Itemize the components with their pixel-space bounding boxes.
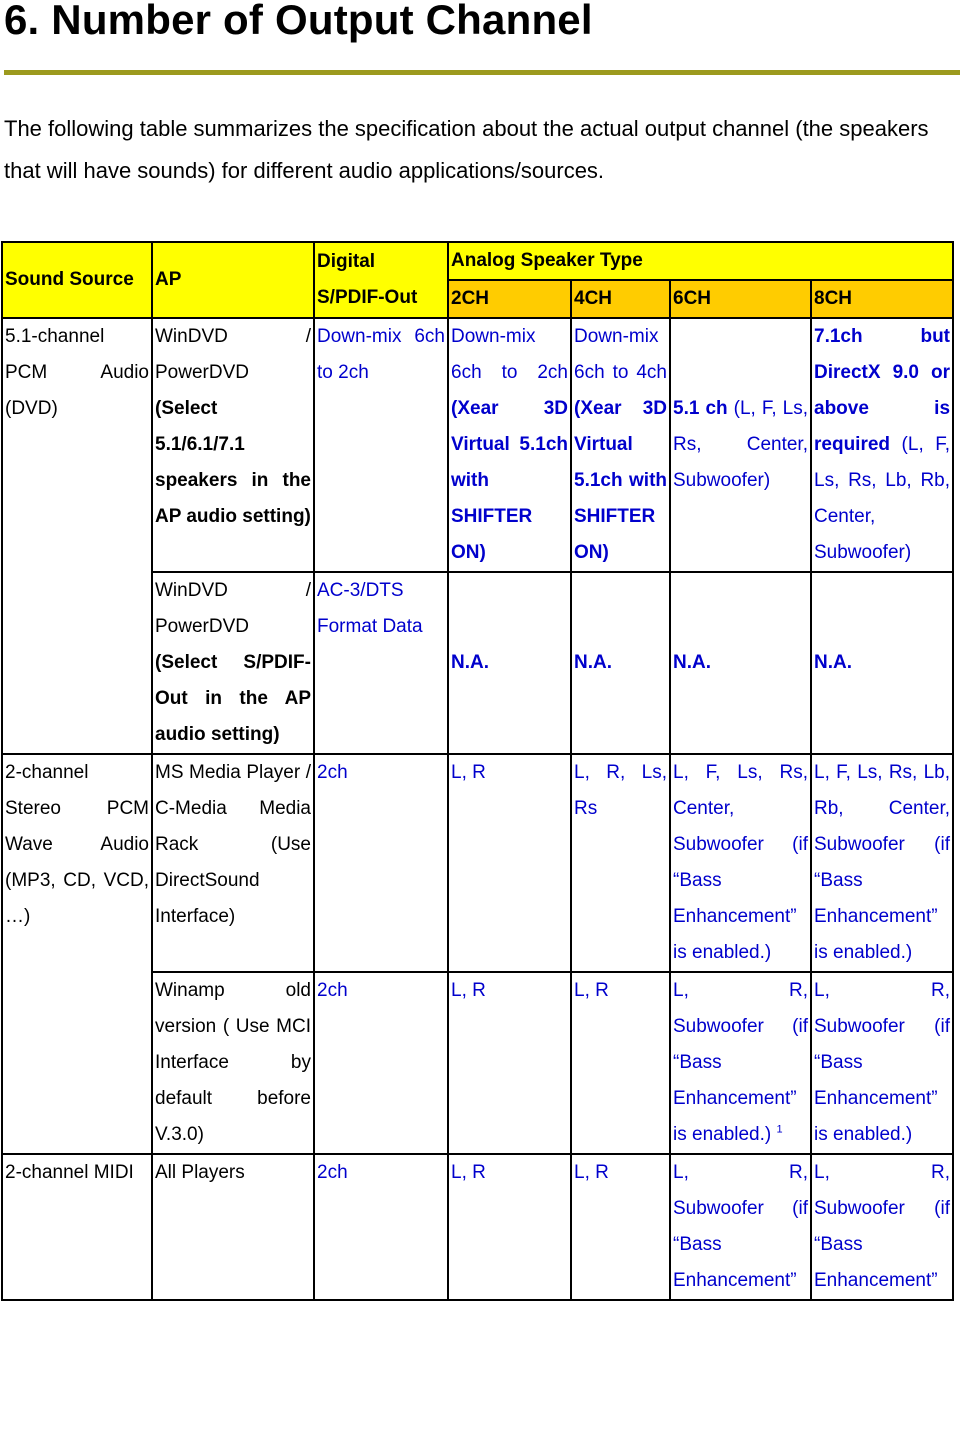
cell-4ch: L, R bbox=[571, 1154, 670, 1300]
cell-2ch bbox=[448, 318, 571, 572]
header-6ch: 6CH bbox=[670, 280, 811, 318]
cell-2ch: L, R bbox=[448, 1154, 571, 1300]
title-divider bbox=[4, 70, 960, 75]
cell-6ch: N.A. bbox=[670, 572, 811, 754]
cell-8ch-bold: 7.1ch but DirectX 9.0 or above is required bbox=[814, 326, 951, 455]
cell-6ch bbox=[670, 318, 811, 572]
intro-paragraph: The following table summarizes the specification about the actual output channel (the speakers that will have sounds) for different audio applications/sources. bbox=[4, 116, 929, 183]
cell-ap: Winamp old version ( Use MCI Interface by default before V.3.0) bbox=[152, 972, 314, 1154]
header-2ch: 2CH bbox=[448, 280, 571, 318]
ap-note: (Select S/PDIF-Out in the AP audio setting) bbox=[155, 652, 311, 745]
cell-8ch: L, R, Subwoofer (if “Bass Enhancement” bbox=[811, 1154, 953, 1300]
cell-4ch-main: Down-mix 6ch to 4ch bbox=[574, 326, 667, 383]
cell-2ch: L, R bbox=[448, 754, 571, 972]
cell-2ch: L, R bbox=[448, 972, 571, 1154]
cell-6ch: L, R, Subwoofer (if “Bass Enhancement” bbox=[670, 1154, 811, 1300]
cell-2ch: N.A. bbox=[448, 572, 571, 754]
cell-6ch bbox=[670, 972, 811, 1154]
cell-digital: 2ch bbox=[314, 754, 448, 972]
cell-ap: MS Media Player / C-Media Media Rack (Use DirectSound Interface) bbox=[152, 754, 314, 972]
cell-6ch-main: (L, F, Ls, Rs, Center, Subwoofer) bbox=[673, 398, 809, 491]
cell-sound-source: 5.1-channel PCM Audio (DVD) bbox=[2, 318, 152, 754]
cell-8ch: N.A. bbox=[811, 572, 953, 754]
cell-8ch bbox=[811, 318, 953, 572]
cell-6ch-text: L, R, Subwoofer (if “Bass Enhancement” is enabled.) bbox=[673, 980, 808, 1145]
cell-4ch: N.A. bbox=[571, 572, 670, 754]
header-analog-speaker-type: Analog Speaker Type bbox=[448, 242, 953, 280]
cell-4ch bbox=[571, 318, 670, 572]
table-row bbox=[2, 318, 953, 572]
footnote-marker: 1 bbox=[776, 1123, 783, 1136]
header-4ch: 4CH bbox=[571, 280, 670, 318]
cell-4ch-bold: (Xear 3D Virtual 5.1ch with SHIFTER ON) bbox=[574, 398, 667, 563]
header-sound-source: Sound Source bbox=[2, 242, 152, 318]
cell-6ch-bold: 5.1 ch bbox=[673, 398, 728, 419]
cell-4ch: L, R, Ls, Rs bbox=[571, 754, 670, 972]
cell-ap bbox=[152, 572, 314, 754]
header-8ch: 8CH bbox=[811, 280, 953, 318]
cell-2ch-bold: (Xear 3D Virtual 5.1ch with SHIFTER ON) bbox=[451, 398, 568, 563]
cell-sound-source: 2-channel MIDI bbox=[2, 1154, 152, 1300]
cell-digital: 2ch bbox=[314, 1154, 448, 1300]
cell-8ch: L, F, Ls, Rs, Lb, Rb, Center, Subwoofer (if “Bass Enhancement” is enabled.) bbox=[811, 754, 953, 972]
page-title: 6. Number of Output Channel bbox=[4, 0, 593, 43]
cell-digital: 2ch bbox=[314, 972, 448, 1154]
ap-name: WinDVD / PowerDVD bbox=[155, 326, 311, 383]
header-row-1 bbox=[2, 242, 953, 280]
header-ap: AP bbox=[152, 242, 314, 318]
cell-8ch: L, R, Subwoofer (if “Bass Enhancement” is enabled.) bbox=[811, 972, 953, 1154]
cell-4ch: L, R bbox=[571, 972, 670, 1154]
ap-note: (Select 5.1/6.1/7.1 speakers in the AP audio setting) bbox=[155, 398, 311, 527]
ap-name: WinDVD / PowerDVD bbox=[155, 580, 311, 637]
table-row bbox=[2, 754, 953, 972]
cell-ap bbox=[152, 318, 314, 572]
cell-6ch: L, F, Ls, Rs, Center, Subwoofer (if “Bass Enhancement” is enabled.) bbox=[670, 754, 811, 972]
cell-2ch-main: Down-mix 6ch to 2ch bbox=[451, 326, 568, 383]
cell-8ch-main: (L, F, Ls, Rs, Lb, Rb, Center, Subwoofer) bbox=[814, 434, 951, 563]
cell-digital: AC-3/DTS Format Data bbox=[314, 572, 448, 754]
header-digital-spdif: Digital S/PDIF-Out bbox=[314, 242, 448, 318]
cell-sound-source: 2-channel Stereo PCM Wave Audio (MP3, CD, VCD, …) bbox=[2, 754, 152, 1154]
cell-digital: Down-mix 6ch to 2ch bbox=[314, 318, 448, 572]
table-row bbox=[2, 1154, 953, 1300]
cell-ap: All Players bbox=[152, 1154, 314, 1300]
output-channel-table bbox=[1, 241, 954, 1301]
